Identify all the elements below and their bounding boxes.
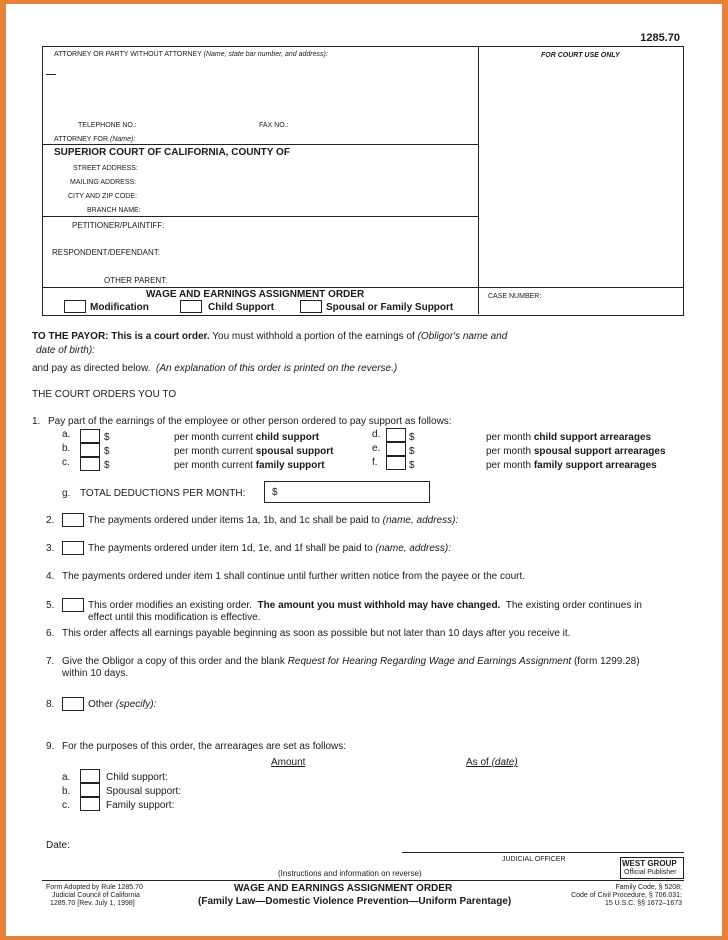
- item9c-letter: c.: [62, 800, 70, 811]
- date-label: Date:: [46, 840, 70, 851]
- signature-line: [402, 852, 684, 853]
- item1b-amount: $: [104, 446, 110, 457]
- modification-checkbox[interactable]: [64, 300, 86, 313]
- as-of-header: As of (date): [466, 757, 518, 768]
- item1e-amount: $: [409, 446, 415, 457]
- child-support-checkbox[interactable]: [180, 300, 202, 313]
- item3-checkbox[interactable]: [62, 541, 84, 555]
- payor-line-2: and pay as directed below. (An explanation of this order is printed on the reverse.): [32, 363, 398, 374]
- item9-number: 9.: [46, 741, 55, 752]
- item1d-letter: d.: [372, 429, 381, 440]
- item1d-checkbox[interactable]: [386, 428, 406, 442]
- spousal-support-checkbox[interactable]: [300, 300, 322, 313]
- item4-number: 4.: [46, 571, 55, 582]
- form-number: 1285.70: [640, 32, 680, 44]
- footer-subtitle: (Family Law—Domestic Violence Prevention—Uniform Parentage): [198, 896, 512, 907]
- item1c-label: per month current family support: [174, 460, 325, 471]
- court-use-label: FOR COURT USE ONLY: [541, 52, 620, 59]
- civil-procedure-citation: Code of Civil Procedure, § 706.031;: [571, 892, 682, 899]
- item1e-checkbox[interactable]: [386, 442, 406, 456]
- branch-name-label: BRANCH NAME:: [87, 207, 141, 214]
- item7-text: Give the Obligor a copy of this order and the blank Request for Hearing Regarding Wage and Earnings Assignment (form 1299.28): [62, 656, 640, 667]
- item1e-letter: e.: [372, 443, 381, 454]
- total-deductions-currency: $: [272, 487, 278, 498]
- item9a-letter: a.: [62, 772, 71, 783]
- item5-checkbox[interactable]: [62, 598, 84, 612]
- item8-text: Other (specify):: [88, 699, 157, 710]
- item3-number: 3.: [46, 543, 55, 554]
- footer-title: WAGE AND EARNINGS ASSIGNMENT ORDER: [234, 883, 453, 894]
- street-address-label: STREET ADDRESS:: [73, 165, 138, 172]
- court-orders-heading: THE COURT ORDERS YOU TO: [32, 389, 177, 400]
- item3-text: The payments ordered under item 1d, 1e, and 1f shall be paid to (name, address):: [88, 543, 451, 554]
- item2-number: 2.: [46, 515, 55, 526]
- form-adopted-text: Form Adopted by Rule 1285.70: [46, 884, 143, 891]
- item9-text: For the purposes of this order, the arrearages are set as follows:: [62, 741, 347, 752]
- total-deductions-field[interactable]: [264, 481, 430, 503]
- child-support-label: Child Support: [208, 302, 275, 313]
- item1a-letter: a.: [62, 429, 71, 440]
- item1d-label: per month child support arrearages: [486, 432, 652, 443]
- item1b-label: per month current spousal support: [174, 446, 334, 457]
- total-deductions-label: TOTAL DEDUCTIONS PER MONTH:: [80, 488, 246, 499]
- city-zip-label: CITY AND ZIP CODE:: [68, 193, 137, 200]
- court-name-label: SUPERIOR COURT OF CALIFORNIA, COUNTY OF: [54, 147, 290, 158]
- revision-text: 1285.70 [Rev. July 1, 1998]: [50, 900, 135, 907]
- item2-checkbox[interactable]: [62, 513, 84, 527]
- item1c-amount: $: [104, 460, 110, 471]
- item2-text: The payments ordered under items 1a, 1b, and 1c shall be paid to (name, address):: [88, 515, 459, 526]
- item1f-label: per month family support arrearages: [486, 460, 657, 471]
- item4-text: The payments ordered under item 1 shall continue until further written notice from the payee or the court.: [62, 571, 526, 582]
- item1-number: 1.: [32, 416, 41, 427]
- item9a-checkbox[interactable]: [80, 769, 100, 783]
- other-parent-label: OTHER PARENT:: [104, 276, 168, 285]
- spousal-support-label: Spousal or Family Support: [326, 302, 454, 313]
- telephone-label: TELEPHONE NO.:: [78, 122, 137, 129]
- item5-text-2: effect until this modification is effective.: [88, 612, 261, 623]
- item1f-letter: f.: [372, 457, 378, 468]
- item9b-checkbox[interactable]: [80, 783, 100, 797]
- item1b-checkbox[interactable]: [80, 443, 100, 457]
- form-page: [6, 4, 722, 936]
- amount-header: Amount: [271, 757, 306, 768]
- item6-text: This order affects all earnings payable beginning as soon as possible but not later than 10 days after you receive it.: [62, 628, 571, 639]
- item8-checkbox[interactable]: [62, 697, 84, 711]
- item5-number: 5.: [46, 600, 55, 611]
- judicial-council-text: Judicial Council of California: [52, 892, 140, 899]
- item9a-label: Child support:: [106, 772, 168, 783]
- item9c-checkbox[interactable]: [80, 797, 100, 811]
- mailing-address-label: MAILING ADDRESS:: [70, 179, 137, 186]
- item1b-letter: b.: [62, 443, 71, 454]
- item1a-checkbox[interactable]: [80, 429, 100, 443]
- usc-citation: 15 U.S.C. §§ 1672–1673: [604, 900, 682, 907]
- payor-line: TO THE PAYOR: This is a court order. You must withhold a portion of the earnings of (Obligor's name and: [32, 331, 508, 342]
- item1a-amount: $: [104, 432, 110, 443]
- publisher-subtitle: Official Publisher: [624, 869, 677, 876]
- item1a-label: per month current child support: [174, 432, 320, 443]
- respondent-label: RESPONDENT/DEFENDANT:: [52, 248, 161, 257]
- item1-text: Pay part of the earnings of the employee or other person ordered to pay support as follows:: [48, 416, 452, 427]
- item1f-amount: $: [409, 460, 415, 471]
- item1g-letter: g.: [62, 488, 71, 499]
- attorney-for-label: ATTORNEY FOR (Name):: [54, 136, 136, 143]
- item1c-letter: c.: [62, 457, 70, 468]
- item1f-checkbox[interactable]: [386, 456, 406, 470]
- item9b-label: Spousal support:: [106, 786, 182, 797]
- family-code-citation: Family Code, § 5208;: [615, 884, 682, 891]
- item5-text: This order modifies an existing order. The amount you must withhold may have changed. The existing order continues in: [88, 600, 642, 611]
- item1d-amount: $: [409, 432, 415, 443]
- item8-number: 8.: [46, 699, 55, 710]
- petitioner-label: PETITIONER/PLAINTIFF:: [72, 221, 165, 230]
- order-title: WAGE AND EARNINGS ASSIGNMENT ORDER: [146, 289, 365, 300]
- item9c-label: Family support:: [106, 800, 175, 811]
- publisher-name: WEST GROUP: [622, 859, 677, 868]
- item7-text-2: within 10 days.: [62, 668, 129, 679]
- attorney-label: ATTORNEY OR PARTY WITHOUT ATTORNEY (Name, state bar number, and address):: [54, 51, 328, 58]
- item1e-label: per month spousal support arrearages: [486, 446, 666, 457]
- item1c-checkbox[interactable]: [80, 457, 100, 471]
- item9b-letter: b.: [62, 786, 71, 797]
- case-number-label: CASE NUMBER:: [488, 293, 542, 300]
- item7-number: 7.: [46, 656, 55, 667]
- instructions-note: (Instructions and information on reverse): [278, 869, 422, 878]
- fax-label: FAX NO.:: [259, 122, 289, 129]
- judicial-officer-label: JUDICIAL OFFICER: [502, 856, 566, 863]
- item6-number: 6.: [46, 628, 55, 639]
- modification-label: Modification: [90, 302, 149, 313]
- payor-hint: date of birth):: [36, 345, 95, 356]
